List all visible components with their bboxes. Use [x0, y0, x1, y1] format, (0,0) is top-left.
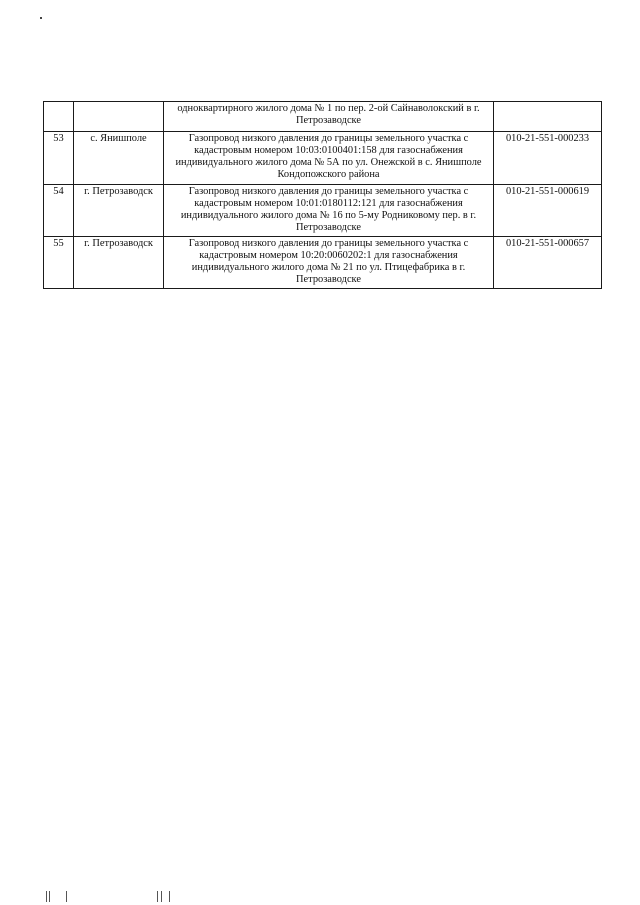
object-description-cell: одноквартирного жилого дома № 1 по пер. 2-ой Сайнаволокский в г. Петрозаводске: [164, 102, 494, 132]
scan-mark: [157, 891, 158, 902]
scan-speck: [40, 17, 42, 19]
object-description-cell: Газопровод низкого давления до границы земельного участка с кадастровым номером 10:03:0100401:158 для газоснабжения индивидуального жилого дома № 5А по ул. Онежской в с. Янишполе Кондопожского района: [164, 132, 494, 185]
gas-pipeline-registry-table: [43, 101, 602, 289]
settlement-cell: г. Петрозаводск: [74, 185, 164, 237]
object-description-cell: Газопровод низкого давления до границы земельного участка с кадастровым номером 10:01:0180112:121 для газоснабжения индивидуального жилого дома № 16 по 5-му Родниковому пер. в г. Петрозаводске: [164, 185, 494, 237]
scan-mark: [49, 891, 50, 902]
registry-code-cell: 010-21-551-000657: [494, 237, 602, 289]
scan-mark: [161, 891, 162, 902]
object-description-cell: Газопровод низкого давления до границы земельного участка с кадастровым номером 10:20:0060202:1 для газоснабжения индивидуального жилого дома № 21 по ул. Птицефабрика в г. Петрозаводске: [164, 237, 494, 289]
row-number-cell: 55: [44, 237, 74, 289]
row-number-cell: 53: [44, 132, 74, 185]
registry-code-cell: 010-21-551-000233: [494, 132, 602, 185]
registry-code-cell: [494, 102, 602, 132]
table-row: [44, 237, 602, 289]
registry-code-cell: 010-21-551-000619: [494, 185, 602, 237]
scan-edge-marks: [46, 891, 186, 903]
table-row: [44, 185, 602, 237]
settlement-cell: [74, 102, 164, 132]
row-number-cell: 54: [44, 185, 74, 237]
scan-mark: [66, 891, 67, 902]
table-row: [44, 102, 602, 132]
scan-mark: [169, 891, 170, 902]
settlement-cell: с. Янишполе: [74, 132, 164, 185]
row-number-cell: [44, 102, 74, 132]
settlement-cell: г. Петрозаводск: [74, 237, 164, 289]
scan-mark: [46, 891, 47, 902]
table-row: [44, 132, 602, 185]
